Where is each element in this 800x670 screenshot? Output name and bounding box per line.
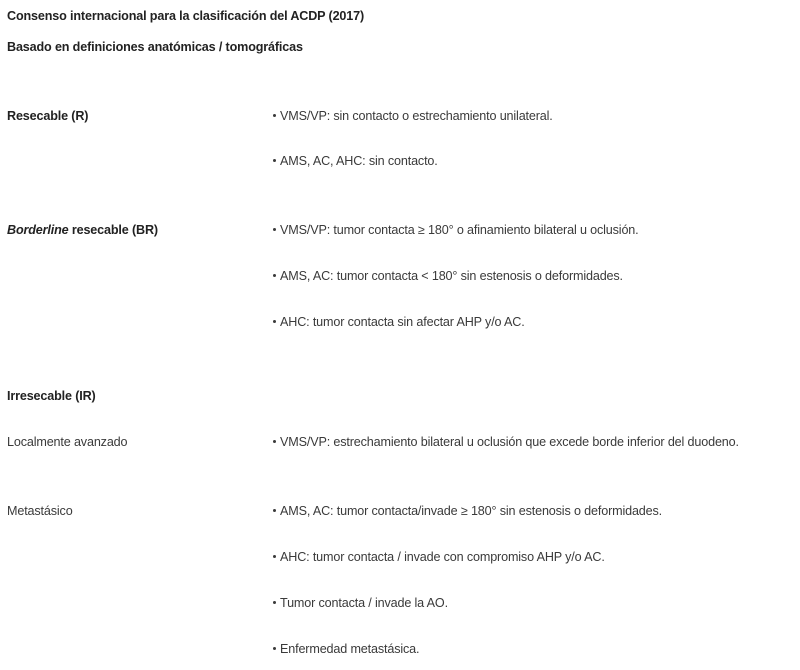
borderline-bullet (273, 314, 525, 330)
subcategory-metastasico-label: Metastásico (7, 504, 73, 518)
metastasico-bullet (273, 503, 662, 519)
localmente-bullet (273, 434, 739, 450)
bullet-icon (273, 228, 276, 231)
bullet-text: VMS/VP: tumor contacta ≥ 180° o afinamiento bilateral u oclusión. (280, 223, 639, 237)
bullet-text: AMS, AC: tumor contacta/invade ≥ 180° sin estenosis o deformidades. (280, 504, 663, 518)
bullet-icon (273, 509, 276, 512)
category-irresecable-label: Irresecable (IR) (7, 389, 96, 403)
borderline-bullet (273, 268, 623, 284)
metastasico-bullet (273, 641, 419, 657)
bullet-text: AMS, AC: tumor contacta < 180° sin estenosis o deformidades. (280, 269, 623, 283)
bullet-text: Enfermedad metastásica. (280, 642, 420, 656)
borderline-italic: Borderline (7, 223, 69, 237)
category-resecable-label: Resecable (R) (7, 109, 89, 123)
metastasico-bullet (273, 549, 605, 565)
bullet-text: VMS/VP: sin contacto o estrechamiento unilateral. (280, 109, 553, 123)
category-borderline-label (7, 222, 158, 238)
bullet-icon (273, 159, 276, 162)
subcategory-localmente-label: Localmente avanzado (7, 435, 128, 449)
bullet-icon (273, 320, 276, 323)
borderline-rest: resecable (BR) (68, 223, 158, 237)
resecable-bullet (273, 108, 553, 124)
bullet-text: VMS/VP: estrechamiento bilateral u oclusión que excede borde inferior del duodeno. (280, 435, 739, 449)
bullet-icon (273, 440, 276, 443)
document-title: Consenso internacional para la clasificación del ACDP (2017) (7, 9, 365, 23)
bullet-icon (273, 555, 276, 558)
resecable-bullet (273, 153, 438, 169)
borderline-bullet (273, 222, 639, 238)
metastasico-bullet (273, 595, 448, 611)
bullet-icon (273, 601, 276, 604)
bullet-text: AHC: tumor contacta sin afectar AHP y/o AC. (280, 315, 525, 329)
bullet-text: AMS, AC, AHC: sin contacto. (280, 154, 438, 168)
bullet-icon (273, 647, 276, 650)
bullet-icon (273, 274, 276, 277)
bullet-text: Tumor contacta / invade la AO. (280, 596, 448, 610)
document-subtitle: Basado en definiciones anatómicas / tomográficas (7, 40, 303, 54)
bullet-text: AHC: tumor contacta / invade con compromiso AHP y/o AC. (280, 550, 605, 564)
bullet-icon (273, 114, 276, 117)
